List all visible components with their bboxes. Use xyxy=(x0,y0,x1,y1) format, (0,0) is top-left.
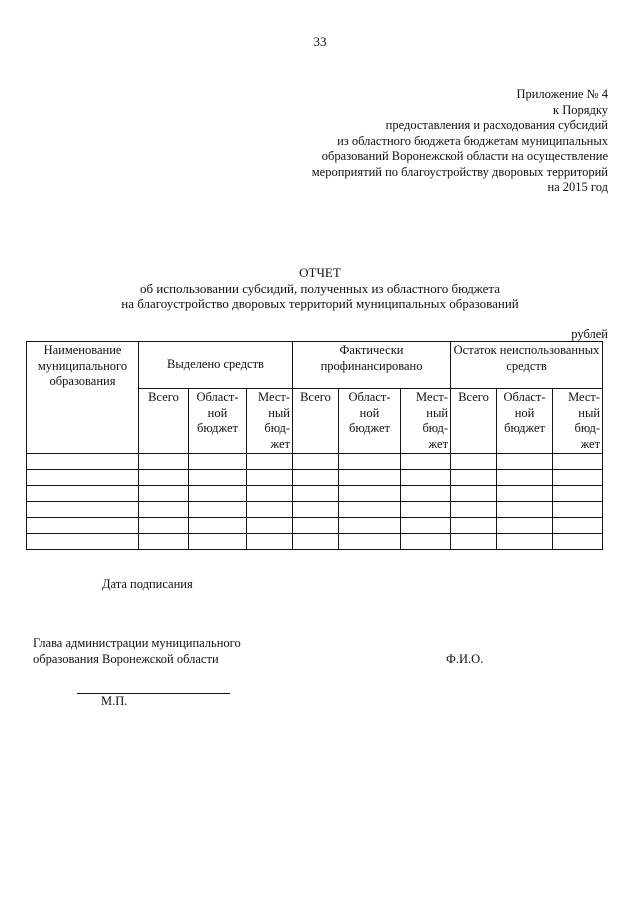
appendix-line: мероприятий по благоустройству дворовых территорий xyxy=(311,164,608,179)
subcol-total: Всего xyxy=(451,389,497,454)
appendix-line: Приложение № 4 xyxy=(516,87,608,101)
table-row xyxy=(27,518,603,534)
stamp-label: М.П. xyxy=(101,694,128,708)
appendix-line: из областного бюджета бюджетам муниципальных xyxy=(337,133,608,148)
head-of-administration-label xyxy=(33,636,241,667)
subcol-regional-budget: Област-ной бюджет xyxy=(339,389,401,454)
appendix-line: предоставления и расходования субсидий xyxy=(385,118,608,132)
report-heading: ОТЧЕТ xyxy=(299,265,341,280)
col-group-allocated: Выделено средств xyxy=(139,342,293,389)
subcol-regional-budget: Област-ной бюджет xyxy=(189,389,247,454)
col-group-remaining: Остаток неиспользованных средств xyxy=(451,342,603,389)
table-row xyxy=(27,486,603,502)
subcol-local-budget: Мест-ный бюд-жет xyxy=(401,389,451,454)
subcol-total: Всего xyxy=(293,389,339,454)
page-number: 33 xyxy=(313,34,327,49)
head-label-line: Глава администрации муниципального xyxy=(33,636,241,650)
fio-label: Ф.И.О. xyxy=(446,652,484,666)
appendix-block xyxy=(312,87,608,196)
table-row xyxy=(27,454,603,470)
report-subtitle-line: на благоустройство дворовых территорий муниципальных образований xyxy=(121,296,519,311)
subcol-regional-budget: Област-ной бюджет xyxy=(497,389,553,454)
report-table xyxy=(26,341,603,550)
subcol-local-budget: Мест-ный бюд-жет xyxy=(553,389,603,454)
appendix-line: образований Воронежской области на осуществление xyxy=(321,149,608,163)
subcol-total: Всего xyxy=(139,389,189,454)
signing-date-label: Дата подписания xyxy=(102,577,193,591)
appendix-line: на 2015 год xyxy=(547,180,608,194)
col-group-financed: Фактически профинансировано xyxy=(293,342,451,389)
signature-line xyxy=(77,693,230,694)
col-header-municipality: Наименование муниципального образования xyxy=(27,342,139,454)
appendix-line: к Порядку xyxy=(553,102,608,117)
currency-units: рублей xyxy=(571,327,608,341)
report-title xyxy=(0,265,640,312)
table-header-row xyxy=(27,342,603,389)
subcol-local-budget: Мест-ный бюд-жет xyxy=(247,389,293,454)
table-row xyxy=(27,534,603,550)
report-subtitle-line: об использовании субсидий, полученных из областного бюджета xyxy=(139,280,500,296)
table-row xyxy=(27,502,603,518)
head-label-line: образования Воронежской области xyxy=(33,651,219,666)
table-row xyxy=(27,470,603,486)
